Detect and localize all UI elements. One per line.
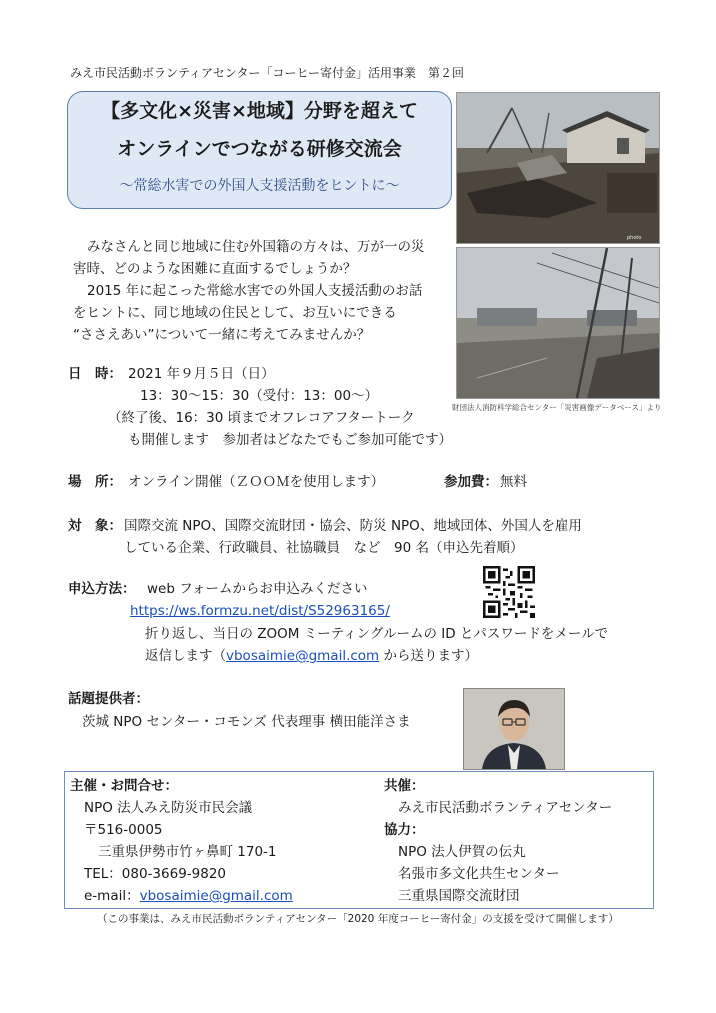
speaker-label: 話題提供者： <box>68 691 149 707</box>
subtitle: ～常総水害での外国人支援活動をヒントに～ <box>119 178 400 194</box>
cooperation-label: 協力： <box>384 822 425 838</box>
organizer-label: 主催・お問合せ： <box>70 778 178 794</box>
afterparty-note-2: も開催します 参加者はどなたでもご参加可能です） <box>128 432 452 448</box>
fee-value: 無料 <box>500 474 527 490</box>
flood-photo-1 <box>456 92 660 244</box>
target-label: 対 象： <box>68 518 122 534</box>
series-header: みえ市民活動ボランティアセンター「コーヒー寄付金」活用事業 第２回 <box>70 66 464 80</box>
title-line-1: 【多文化×災害×地域】分野を超えて <box>101 100 418 122</box>
apply-note-suffix: から送ります） <box>379 648 478 664</box>
speaker-photo <box>463 688 565 770</box>
apply-label: 申込方法： <box>68 581 136 597</box>
apply-text: web フォームからお申込みください <box>147 581 368 597</box>
target-line-1: 国際交流 NPO、国際交流財団・協会、防災 NPO、地域団体、外国人を雇用 <box>124 518 582 534</box>
apply-email-link[interactable]: vbosaimie@gmail.com <box>226 648 380 664</box>
afterparty-note: （終了後、16：30 頃までオフレコアフタートーク <box>108 410 415 426</box>
target-line-2: している企業、行政職員、社協職員 など 90 名（申込先着順） <box>124 540 524 556</box>
intro-line: みなさんと同じ地域に住む外国籍の方々は、万が一の災 <box>87 239 425 255</box>
apply-note-2 <box>145 645 478 667</box>
apply-form-link[interactable]: https://ws.formzu.net/dist/S52963165/ <box>130 603 390 619</box>
email-label: e-mail： <box>84 888 140 904</box>
organizer-email-link[interactable]: vbosaimie@gmail.com <box>139 888 293 904</box>
intro-line: をヒントに、同じ地域の住民として、お互いにできる <box>73 305 397 321</box>
event-time: 13：30～15：30（受付：13：00～） <box>140 388 379 404</box>
intro-line: 害時、どのような困難に直面するでしょうか？ <box>73 261 357 277</box>
flood-photo-2 <box>456 247 660 399</box>
intro-text <box>73 236 453 346</box>
event-date: 2021 年９月５日（日） <box>128 366 275 382</box>
organizer-email-row <box>84 885 293 907</box>
title-box <box>67 91 452 209</box>
apply-note-prefix: 返信します（ <box>145 648 226 664</box>
organizer-zip: 〒516-0005 <box>84 822 163 838</box>
datetime-label: 日 時： <box>68 366 122 382</box>
title-line-2: オンラインでつながる研修交流会 <box>117 138 402 160</box>
organizer-address: 三重県伊勢市竹ヶ鼻町 170-1 <box>98 844 277 860</box>
venue-label: 場 所： <box>68 474 122 490</box>
cooperation-item: 三重県国際交流財団 <box>398 888 520 904</box>
intro-line: 2015 年に起こった常総水害での外国人支援活動のお話 <box>87 283 423 299</box>
apply-note-1: 折り返し、当日の ZOOM ミーティングルームの ID とパスワードをメールで <box>145 626 609 642</box>
organizer-name: NPO 法人みえ防災市民会議 <box>84 800 253 816</box>
fee-label: 参加費： <box>444 474 498 490</box>
qr-code[interactable] <box>483 566 535 618</box>
photo-credit: 財団法人消防科学総合センター「災害画像データベース」より <box>452 403 662 412</box>
venue-value: オンライン開催（ＺＯＯＭを使用します） <box>128 474 385 490</box>
cooperation-item: NPO 法人伊賀の伝丸 <box>398 844 526 860</box>
cohost-label: 共催： <box>384 778 425 794</box>
speaker-name: 茨城 NPO センター・コモンズ 代表理事 横田能洋さま <box>82 714 411 730</box>
cooperation-item: 名張市多文化共生センター <box>398 866 560 882</box>
organizer-tel: TEL：080-3669-9820 <box>84 866 227 882</box>
svg-text:photo: photo <box>627 235 642 241</box>
intro-line: “ささえあい”について一緒に考えてみませんか？ <box>73 327 371 343</box>
footnote: （この事業は、みえ市民活動ボランティアセンター「2020 年度コーヒー寄付金」の支援を受けて開催します） <box>97 913 619 925</box>
cohost-name: みえ市民活動ボランティアセンター <box>398 800 613 816</box>
